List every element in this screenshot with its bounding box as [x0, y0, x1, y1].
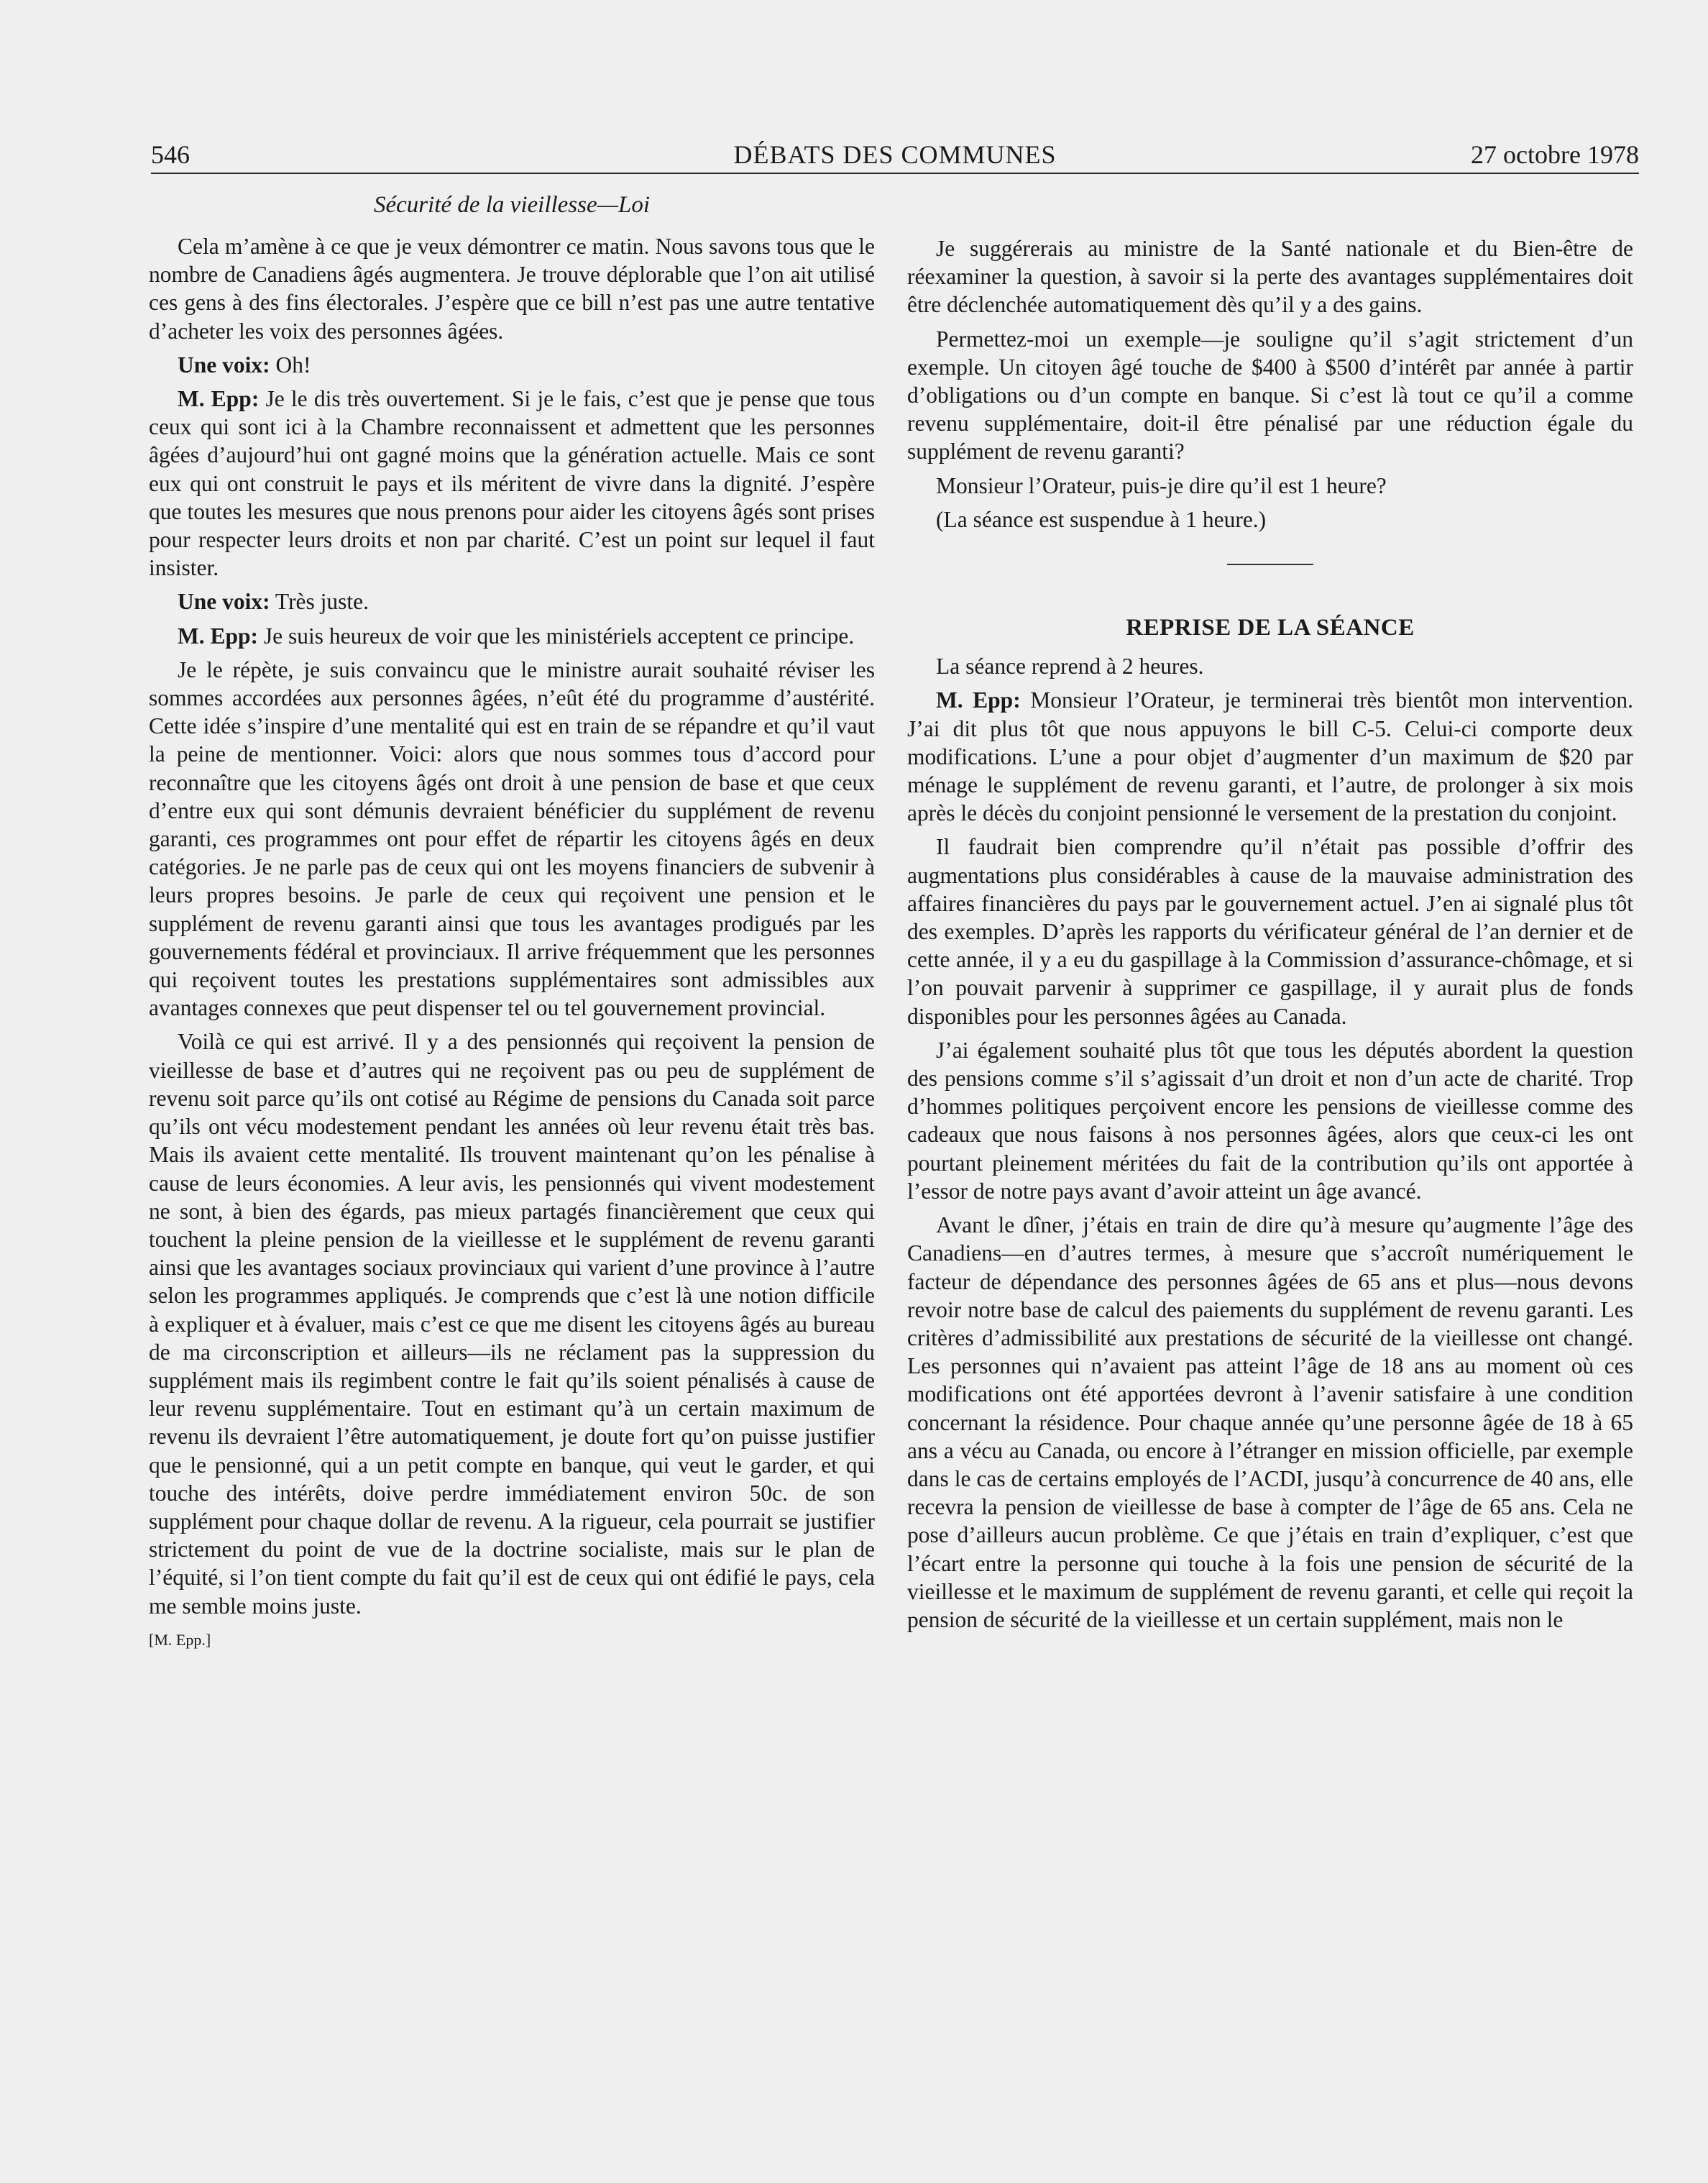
page-date: 27 octobre 1978 [1471, 140, 1639, 169]
paragraph: Cela m’amène à ce que je veux démontrer ce matin. Nous savons tous que le nombre de Canadiens âgés augmentera. Je trouve déplorable que l’on ait utilisé ces gens à des fins électorales. J’espère que ce bill n’est pas une autre tentative d’acheter les voix des personnes âgées. [149, 234, 875, 344]
paragraph: Voilà ce qui est arrivé. Il y a des pensionnés qui reçoivent la pension de vieillesse de base et d’autres qui ne reçoivent pas ou peu de supplément de revenu soit parce qu’ils ont cotisé au Régime de pensions du Canada soit parce qu’ils ont vécu modestement pendant les années où leur revenu était très bas. Mais ils avaient cette mentalité. Ils trouvent maintenant qu’on les pénalise à cause de leurs économies. A leur avis, les pensionnés qui vivent modestement ne sont, à bien des égards, pas mieux partagés financièrement que ceux qui touchent la pleine pension de la vieillesse et le supplément de revenu garanti ainsi que les avantages sociaux provinciaux qui varient d’une province à l’autre selon les programmes appliqués. Je comprends que c’est là une notion difficile à expliquer et à évaluer, mais c’est ce que me disent les citoyens âgés au bureau de ma circonscription et ailleurs—ils ne réclament pas la suppression du supplément mais ils regimbent contre le fait qu’ils soient pénalisés à cause de leur revenu supplémentaire. Tout en estimant qu’à un certain maximum de revenu ils devraient l’être automatiquement, je doute fort qu’on puisse justifier que le pensionné, qui a un petit compte en banque, qui veut le garder, et qui touche des intérêts, doive perdre immédiatement environ 50c. de son supplément pour chaque dollar de revenu. A la rigueur, cela pourrait se justifier strictement du point de vue de la doctrine socialiste, mais sur le plan de l’équité, si l’on tient compte du fait qu’il est de ceux qui ont édifié le pays, cela me semble moins juste. [149, 1029, 875, 1619]
speech-text: Très juste. [270, 589, 369, 615]
paragraph: Monsieur l’Orateur, puis-je dire qu’il est 1 heure? [936, 472, 1387, 498]
paragraph [149, 622, 875, 650]
paragraph: Je suggérerais au ministre de la Santé nationale et du Bien-être de réexaminer la question, à savoir si la perte des avantages supplémentaires doit être déclenchée automatiquement dès qu’il y a des gains. [907, 236, 1633, 318]
publication-title: DÉBATS DES COMMUNES [733, 140, 1057, 169]
section-heading: Sécurité de la vieillesse—Loi [374, 192, 650, 218]
paragraph: La séance reprend à 2 heures. [936, 654, 1204, 679]
speaker-name: Une voix: [178, 352, 270, 377]
section-title: REPRISE DE LA SÉANCE [1126, 615, 1415, 641]
speech-text: Je le dis très ouvertement. Si je le fais, c’est que je pense que tous ceux qui sont ici à la Chambre reconnaissent et admettent que les personnes âgées d’aujourd’hui ont gagné moins que la génération actuelle. Mais ce sont eux qui ont construit le pays et ils méritent de vivre dans la dignité. J’espère que toutes les mesures que nous prenons pour aider les citoyens âgés sont prises pour respecter leurs droits et non par charité. C’est un point sur lequel il faut insister. [149, 386, 875, 581]
paragraph [149, 351, 875, 379]
paragraph [149, 385, 875, 582]
left-column [149, 191, 875, 1660]
right-column [907, 234, 1633, 1639]
paragraph: J’ai également souhaité plus tôt que tous les députés abordent la question des pensions comme s’il s’agissait d’un droit et non d’un acte de charité. Trop d’hommes politiques perçoivent encore les pensions de vieillesse comme des cadeaux que nous faisons à nos personnes âgées, alors que ceux-ci les ont pourtant pleinement méritées du fait de la contribution qu’ils ont apportée à l’essor de notre pays avant d’avoir atteint un âge avancé. [907, 1037, 1633, 1204]
page-header [151, 137, 1639, 174]
speaker-name: M. Epp: [178, 386, 260, 412]
paragraph: Il faudrait bien comprendre qu’il n’était pas possible d’offrir des augmentations plus considérables à cause de la mauvaise administration des affaires financières du pays par le gouvernement actuel. J’en ai signalé plus tôt des exemples. D’après les rapports du vérificateur général de l’an dernier et de cette année, il y a eu du gaspillage à la Commission d’assurance-chômage, et si l’on pouvait parvenir à supprimer ce gaspillage, il y aurait plus de fonds disponibles pour les personnes âgées au Canada. [907, 834, 1633, 1029]
paragraph [907, 686, 1633, 827]
paragraph: Avant le dîner, j’étais en train de dire qu’à mesure qu’augmente l’âge des Canadiens—en d’autres termes, à mesure que s’accroît numériquement le facteur de dépendance des personnes âgées de 65 ans et plus—nous devons revoir notre base de calcul des paiements du supplément de revenu garanti. Les critères d’admissibilité aux prestations de sécurité de la vieillesse ont changé. Les personnes qui n’avaient pas atteint l’âge de 18 ans au moment où ces modifications ont été apportées devront à l’avenir satisfaire à une condition concernant la résidence. Pour chaque année qu’une personne âgée de 18 à 65 ans a vécu au Canada, ou encore à l’étranger en mission officielle, par exemple dans le cas de certains employés de l’ACDI, jusqu’à concurrence de 40 ans, elle recevra la pension de vieillesse de base à compter de l’âge de 65 ans. Cela ne pose d’ailleurs aucun problème. Ce que j’étais en train d’expliquer, c’est que l’écart entre la personne qui touche à la fois une pension de sécurité de la vieillesse et le maximum de supplément de revenu garanti, et celle qui reçoit la pension de sécurité de la vieillesse et un certain supplément, mais non le [907, 1212, 1633, 1632]
page-number: 546 [151, 140, 190, 169]
speech-text: Je suis heureux de voir que les ministériels acceptent ce principe. [258, 623, 855, 649]
paragraph: Permettez-moi un exemple—je souligne qu’il s’agit strictement d’un exemple. Un citoyen âgé touche de $400 à $500 d’intérêt par année à partir d’obligations ou d’un compte en banque. Si c’est là tout ce qu’il a comme revenu supplémentaire, doit-il être pénalisé par une réduction égale du supplément de revenu garanti? [907, 326, 1633, 464]
speech-text: Oh! [270, 352, 311, 377]
speaker-name: M. Epp: [936, 687, 1021, 713]
speaker-name: M. Epp: [178, 623, 259, 649]
paragraph: (La séance est suspendue à 1 heure.) [936, 506, 1267, 532]
speech-text: Monsieur l’Orateur, je terminerai très bientôt mon intervention. J’ai dit plus tôt que nous appuyons le bill C-5. Celui-ci comporte deux modifications. L’une a pour objet d’augmenter d’un maximum de $20 par ménage le supplément de revenu garanti, et l’autre, de prolonger à six mois après le décès du conjoint pensionné le versement de la prestation du conjoint. [907, 687, 1633, 826]
speaker-name: Une voix: [178, 589, 270, 615]
section-divider [1227, 564, 1313, 565]
paragraph: Je le répète, je suis convaincu que le ministre aurait souhaité réviser les sommes accordées aux personnes âgées, n’eût été du programme d’austérité. Cette idée s’inspire d’une mentalité qui est en train de se répandre et qu’il vaut la peine de mentionner. Voici: alors que nous sommes tous d’accord pour reconnaître que les citoyens âgés ont droit à une pension de base et que ceux d’entre eux qui sont démunis devraient bénéficier du supplément de revenu garanti, ces programmes ont pour effet de répartir les citoyens âgés en deux catégories. Je ne parle pas de ceux qui ont les moyens financiers de subvenir à leurs propres besoins. Je parle de ceux qui reçoivent une pension et le supplément de revenu garanti ainsi que tous les avantages prodigués par les gouvernements fédéral et provinciaux. Il arrive fréquemment que les personnes qui reçoivent toutes les prestations supplémentaires sont admissibles aux avantages connexes que peut dispenser tel ou tel gouvernement provincial. [149, 656, 875, 1021]
paragraph [149, 587, 875, 615]
speaker-footnote: [M. Epp.] [149, 1630, 211, 1649]
